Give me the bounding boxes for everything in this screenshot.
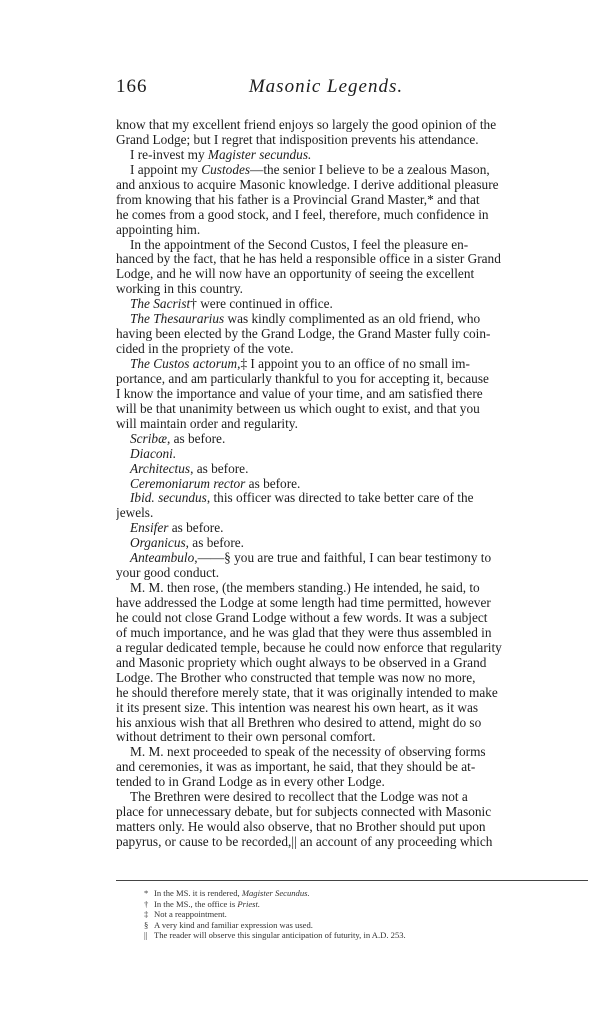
footnote-mark: § [144,919,149,930]
text-line: Ceremoniarum rector as before. [130,476,301,491]
text-line: cided in the propriety of the vote. [116,342,294,357]
text-line: I re-invest my Magister secundus. [130,147,312,162]
text-line: place for unnecessary debate, but for subjects connected with Masonic [116,805,492,820]
text-line: Lodge, and he will now have an opportunity of seeing the excellent [116,267,475,282]
footnote-mark: * [144,888,149,898]
italic-term: Priest. [237,898,261,909]
footnote-mark: † [144,898,149,909]
text-line: portance, and am particularly thankful to you for accepting it, because [116,371,489,386]
footnotes [144,888,584,941]
italic-term: Magister Secundus. [241,888,310,898]
footnote: ‡ Not a reappointment. [144,909,227,920]
italic-term: Scribæ [130,431,167,446]
text-line: The Brethren were desired to recollect that the Lodge was not a [130,790,468,805]
text-line: and Masonic propriety which ought always to be observed in a Grand [116,655,487,670]
text-line: working in this country. [116,282,243,297]
italic-term: Anteambulo [130,551,195,566]
page-number: 166 [116,76,148,97]
text-line: The Sacrist† were continued in office. [130,297,333,312]
text-line [116,447,588,462]
text-line: Lodge. The Brother who constructed that temple was now no more, [116,670,476,685]
text-line: hanced by the fact, that he has held a responsible office in a sister Grand [116,252,501,267]
footnote-mark: || [144,930,148,941]
text-line: without detriment to their own personal comfort. [116,730,376,745]
text-line: I know the importance and value of your time, and am satisfied there [116,386,483,401]
running-head: Masonic Legends. [248,76,404,97]
text-line: In the appointment of the Second Custos, I feel the pleasure en- [130,237,469,252]
text-line: his anxious wish that all Brethren who desired to attend, might do so [116,715,482,730]
italic-term: Diaconi. [130,446,177,461]
italic-term: The Sacrist [130,297,191,312]
italic-term: Ibid. secundus [130,491,207,506]
footnote: § A very kind and familiar expression was used. [144,919,313,930]
text-line: your good conduct. [116,566,220,581]
text-line: will maintain order and regularity. [116,416,298,431]
text-line: Grand Lodge; but I regret that indisposition prevents his attendance. [116,132,479,147]
italic-term: Organicus [130,536,186,551]
text-line: Ibid. secundus, this officer was directed to take better care of the [130,491,474,506]
body-text [116,118,588,850]
footnote-mark: ‡ [144,909,149,920]
footnote: † In the MS., the office is Priest. [144,898,261,909]
text-line: he comes from a good stock, and I feel, therefore, much confidence in [116,207,489,222]
text-line: he should therefore merely state, that it was originally intended to make [116,685,498,700]
text-line: know that my excellent friend enjoys so largely the good opinion of the [116,118,497,132]
italic-term: The Custos actorum [130,357,238,371]
text-line: a regular dedicated temple, because he could now enforce that regularity [116,640,502,655]
text-line: and ceremonies, it was as important, he said, that they should be at- [116,760,476,775]
text-line: Scribæ, as before. [130,431,226,446]
text-line: and anxious to acquire Masonic knowledge. I derive additional pleasure [116,177,499,192]
italic-term: Architectus [130,461,191,476]
italic-term: The Thesaurarius [130,312,225,327]
footnote: || The reader will observe this singular anticipation of futurity, in A.D. 253. [144,930,406,941]
text-line: Ensifer as before. [130,521,224,536]
italic-term: Custodes [201,162,251,177]
text-line: appointing him. [116,222,201,237]
page-header [116,76,588,100]
text-line: he could not close Grand Lodge without a few words. It was a subject [116,610,488,625]
text-line: of much importance, and he was glad that they were thus assembled in [116,625,492,640]
footnote-rule [116,880,588,881]
text-line: Organicus, as before. [130,536,244,551]
text-line: M. M. next proceeded to speak of the necessity of observing forms [130,745,486,760]
text-line: M. M. then rose, (the members standing.) He intended, he said, to [130,581,480,596]
text-line: I appoint my Custodes—the senior I believe to be a zealous Mason, [130,162,490,177]
text-line: Architectus, as before. [130,461,249,476]
text-line: Anteambulo,——§ you are true and faithful, I can bear testimony to [130,551,492,566]
italic-term: Ceremoniarum rector [130,476,246,491]
italic-term: Magister secundus. [207,147,312,162]
text-line: papyrus, or cause to be recorded,|| an account of any proceeding which [116,835,493,849]
text-line: have addressed the Lodge at some length had time permitted, however [116,596,491,610]
text-line: tended to in Grand Lodge as in every other Lodge. [116,775,385,790]
text-line: will be that unanimity between us which ought to exist, and that you [116,401,480,416]
text-line: The Custos actorum,‡ I appoint you to an office of no small im- [130,357,470,371]
text-line: The Thesaurarius was kindly complimented as an old friend, who [130,312,481,327]
text-line: having been elected by the Grand Lodge, the Grand Master fully coin- [116,327,491,342]
italic-term: Ensifer [130,521,169,536]
text-line: it its present size. This intention was nearest his own heart, as it was [116,700,479,715]
footnote: * In the MS. it is rendered, Magister Secundus. [144,888,310,898]
text-line: matters only. He would also observe, that no Brother should put upon [116,820,486,835]
text-line: from knowing that his father is a Provincial Grand Master,* and that [116,192,480,207]
text-line: jewels. [116,506,154,521]
